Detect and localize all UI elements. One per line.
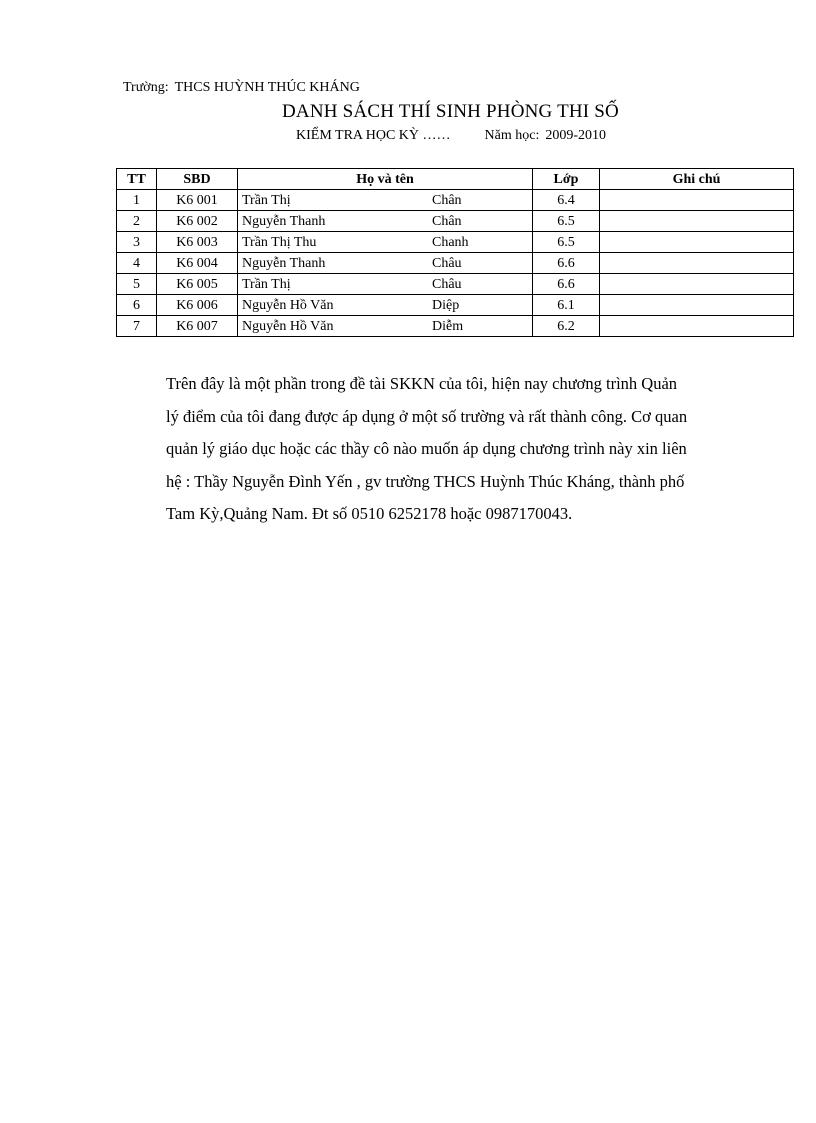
name-last: Diễm: [432, 318, 464, 334]
cell-sbd: K6 003: [157, 232, 238, 253]
closing-paragraph: [166, 368, 778, 531]
cell-class: 6.5: [533, 232, 600, 253]
exam-label: KIỂM TRA HỌC KỲ ……: [296, 128, 451, 143]
column-header-class: Lớp: [533, 169, 600, 190]
cell-tt: 7: [117, 316, 157, 337]
cell-sbd: K6 006: [157, 295, 238, 316]
cell-tt: 5: [117, 274, 157, 295]
column-header-name: Họ và tên: [238, 169, 533, 190]
cell-note: [600, 274, 794, 295]
page-title: DANH SÁCH THÍ SINH PHÒNG THI SỐ: [282, 101, 619, 122]
column-header-notes: Ghi chú: [600, 169, 794, 190]
name-first: Nguyễn Hồ Văn: [242, 297, 334, 313]
cell-name: [238, 232, 533, 253]
cell-sbd: K6 002: [157, 211, 238, 232]
name-last: Châu: [432, 255, 462, 271]
cell-class: 6.5: [533, 211, 600, 232]
cell-note: [600, 295, 794, 316]
cell-name: [238, 295, 533, 316]
name-last: Chanh: [432, 234, 469, 250]
school-line: [123, 80, 360, 96]
cell-tt: 6: [117, 295, 157, 316]
name-last: Chân: [432, 192, 462, 208]
school-name: THCS HUỲNH THÚC KHÁNG: [174, 80, 360, 95]
cell-class: 6.1: [533, 295, 600, 316]
cell-sbd: K6 001: [157, 190, 238, 211]
table-row: [117, 274, 794, 295]
cell-note: [600, 232, 794, 253]
cell-note: [600, 316, 794, 337]
table-row: [117, 316, 794, 337]
cell-class: 6.6: [533, 253, 600, 274]
cell-class: 6.2: [533, 316, 600, 337]
name-first: Trần Thị: [242, 276, 291, 292]
table-header-row: [117, 169, 794, 190]
cell-name: [238, 211, 533, 232]
school-year-label: Năm học:: [484, 128, 540, 143]
cell-note: [600, 253, 794, 274]
table-row: [117, 295, 794, 316]
cell-tt: 4: [117, 253, 157, 274]
school-label: Trường:: [123, 80, 169, 95]
cell-tt: 1: [117, 190, 157, 211]
name-first: Nguyễn Hồ Văn: [242, 318, 334, 334]
paragraph-line: Trên đây là một phần trong đề tài SKKN của tôi, hiện nay chương trình Quản: [166, 374, 678, 393]
column-header-tt: TT: [117, 169, 157, 190]
table-row: [117, 211, 794, 232]
school-year-value: 2009-2010: [545, 128, 607, 143]
name-last: Chân: [432, 213, 462, 229]
cell-note: [600, 190, 794, 211]
cell-sbd: K6 004: [157, 253, 238, 274]
exam-subtitle: [296, 128, 606, 144]
cell-class: 6.6: [533, 274, 600, 295]
name-first: Trần Thị: [242, 192, 291, 208]
cell-tt: 2: [117, 211, 157, 232]
column-header-sbd: SBD: [157, 169, 238, 190]
table-row: [117, 232, 794, 253]
cell-class: 6.4: [533, 190, 600, 211]
name-first: Trần Thị Thu: [242, 234, 317, 250]
paragraph-line: lý điểm của tôi đang được áp dụng ở một số trường và rất thành công. Cơ quan: [166, 406, 688, 426]
cell-note: [600, 211, 794, 232]
name-first: Nguyễn Thanh: [242, 255, 326, 271]
cell-sbd: K6 005: [157, 274, 238, 295]
cell-name: [238, 253, 533, 274]
cell-name: [238, 274, 533, 295]
cell-tt: 3: [117, 232, 157, 253]
name-first: Nguyễn Thanh: [242, 213, 326, 229]
paragraph-line: Tam Kỳ,Quảng Nam. Đt số 0510 6252178 hoặc 0987170043.: [166, 504, 573, 523]
cell-sbd: K6 007: [157, 316, 238, 337]
candidate-table: [116, 168, 794, 337]
name-last: Châu: [432, 276, 462, 292]
cell-name: [238, 190, 533, 211]
paragraph-line: quản lý giáo dục hoặc các thầy cô nào muốn áp dụng chương trình này xin liên: [166, 439, 687, 458]
name-last: Diệp: [432, 297, 460, 313]
table-row: [117, 253, 794, 274]
table-row: [117, 190, 794, 211]
paragraph-line: hệ : Thầy Nguyễn Đình Yến , gv trường THCS Huỳnh Thúc Kháng, thành phố: [166, 471, 685, 491]
cell-name: [238, 316, 533, 337]
